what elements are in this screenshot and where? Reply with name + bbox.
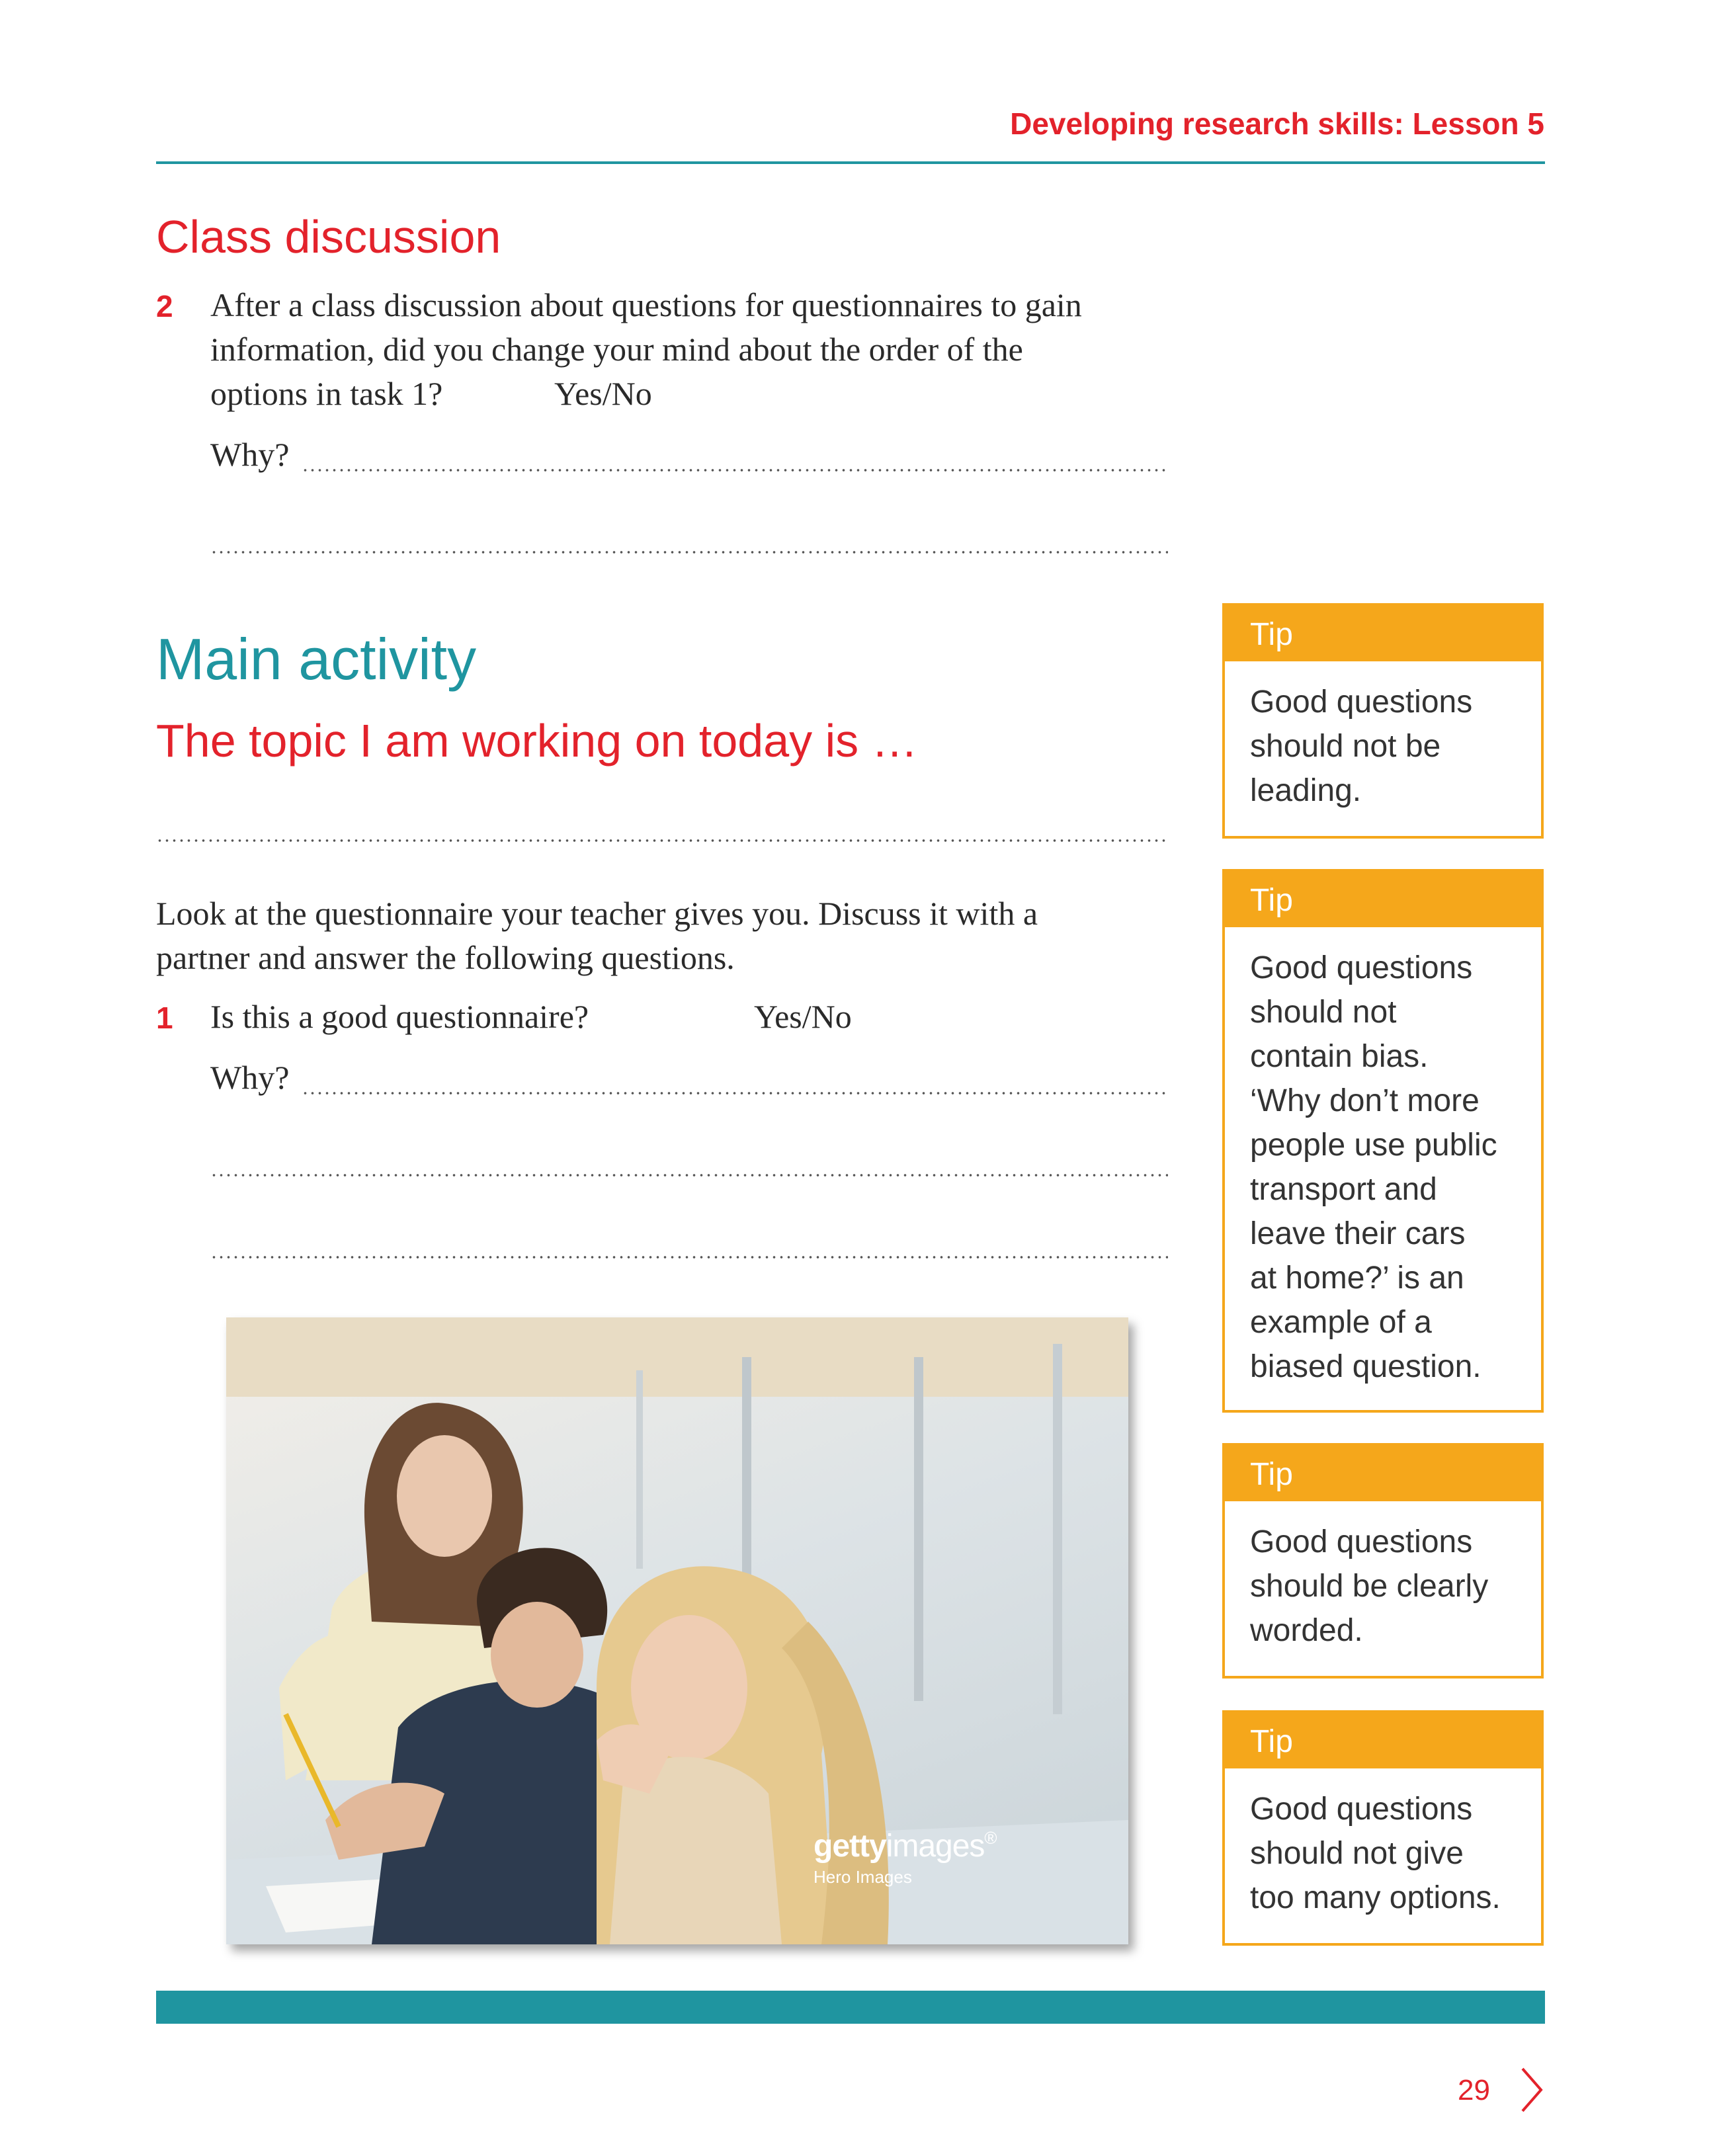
chevron-right-icon[interactable] <box>1519 2066 1545 2114</box>
photo-credit: Hero Images <box>814 1867 912 1887</box>
tip-label: Tip <box>1225 872 1541 927</box>
tip-text <box>1225 927 1541 1402</box>
tip-line: example of a <box>1250 1305 1432 1340</box>
why-label-2: Why? <box>210 436 290 473</box>
tip-text <box>1225 661 1541 826</box>
tip-line: leave their cars <box>1250 1216 1466 1251</box>
tip-box-clearly-worded <box>1222 1443 1544 1679</box>
question-line: After a class discussion about questions for questionnaires to gain <box>210 286 1082 323</box>
tip-line: biased question. <box>1250 1349 1481 1384</box>
students-photo <box>226 1317 1128 1944</box>
getty-logo-text: gettyimages® <box>814 1828 997 1864</box>
tip-line: Good questions <box>1250 950 1473 985</box>
question-number-2: 2 <box>156 289 173 323</box>
tip-line: at home?’ is an <box>1250 1261 1464 1296</box>
answer-line[interactable] <box>210 1173 1168 1177</box>
class-discussion-heading: Class discussion <box>156 211 501 263</box>
yes-no-answer-1[interactable]: Yes/No <box>754 998 852 1035</box>
question-line: information, did you change your mind about the order of the <box>210 331 1023 368</box>
topic-answer-line[interactable] <box>156 839 1168 843</box>
tip-label: Tip <box>1225 1713 1541 1768</box>
tip-line: Good questions <box>1250 684 1473 720</box>
tip-line: Good questions <box>1250 1524 1473 1559</box>
answer-line[interactable] <box>302 468 1168 472</box>
tip-line: leading. <box>1250 773 1362 808</box>
tip-box-bias <box>1222 869 1544 1413</box>
instructions <box>156 891 1038 980</box>
instructions-line: Look at the questionnaire your teacher gives you. Discuss it with a <box>156 895 1038 932</box>
tip-line: worded. <box>1250 1613 1363 1648</box>
tip-line: Good questions <box>1250 1792 1473 1827</box>
yes-no-answer-2[interactable]: Yes/No <box>554 375 652 412</box>
tip-line: should not <box>1250 995 1397 1030</box>
tip-line: should not be <box>1250 729 1441 764</box>
footer-bar <box>156 1991 1545 2024</box>
main-question: Is this a good questionnaire? <box>210 998 589 1035</box>
page-number: 29 <box>1458 2074 1490 2106</box>
tip-line: people use public <box>1250 1128 1497 1163</box>
getty-watermark <box>814 1828 997 1887</box>
tip-line: should be clearly <box>1250 1569 1489 1604</box>
tip-label: Tip <box>1225 1446 1541 1501</box>
tip-text <box>1225 1768 1541 1933</box>
tip-line: ‘Why don’t more <box>1250 1083 1480 1118</box>
tip-box-options <box>1222 1710 1544 1946</box>
tip-line: should not give <box>1250 1836 1464 1871</box>
tip-label: Tip <box>1225 606 1541 661</box>
why-label-1: Why? <box>210 1059 290 1096</box>
question-number-1: 1 <box>156 1001 173 1035</box>
tip-box-leading <box>1222 603 1544 839</box>
question-line: options in task 1? <box>210 375 443 412</box>
tip-text <box>1225 1501 1541 1666</box>
tip-line: transport and <box>1250 1172 1437 1207</box>
instructions-line: partner and answer the following questions. <box>156 939 735 976</box>
answer-line[interactable] <box>210 1255 1168 1259</box>
running-head: Developing research skills: Lesson 5 <box>1010 106 1544 141</box>
tip-line: too many options. <box>1250 1880 1501 1915</box>
answer-line[interactable] <box>210 550 1168 554</box>
header-rule <box>156 161 1545 164</box>
main-activity-heading: Main activity <box>156 626 477 692</box>
topic-subheading: The topic I am working on today is … <box>156 715 918 767</box>
tip-line: contain bias. <box>1250 1039 1429 1074</box>
answer-line[interactable] <box>302 1091 1168 1095</box>
